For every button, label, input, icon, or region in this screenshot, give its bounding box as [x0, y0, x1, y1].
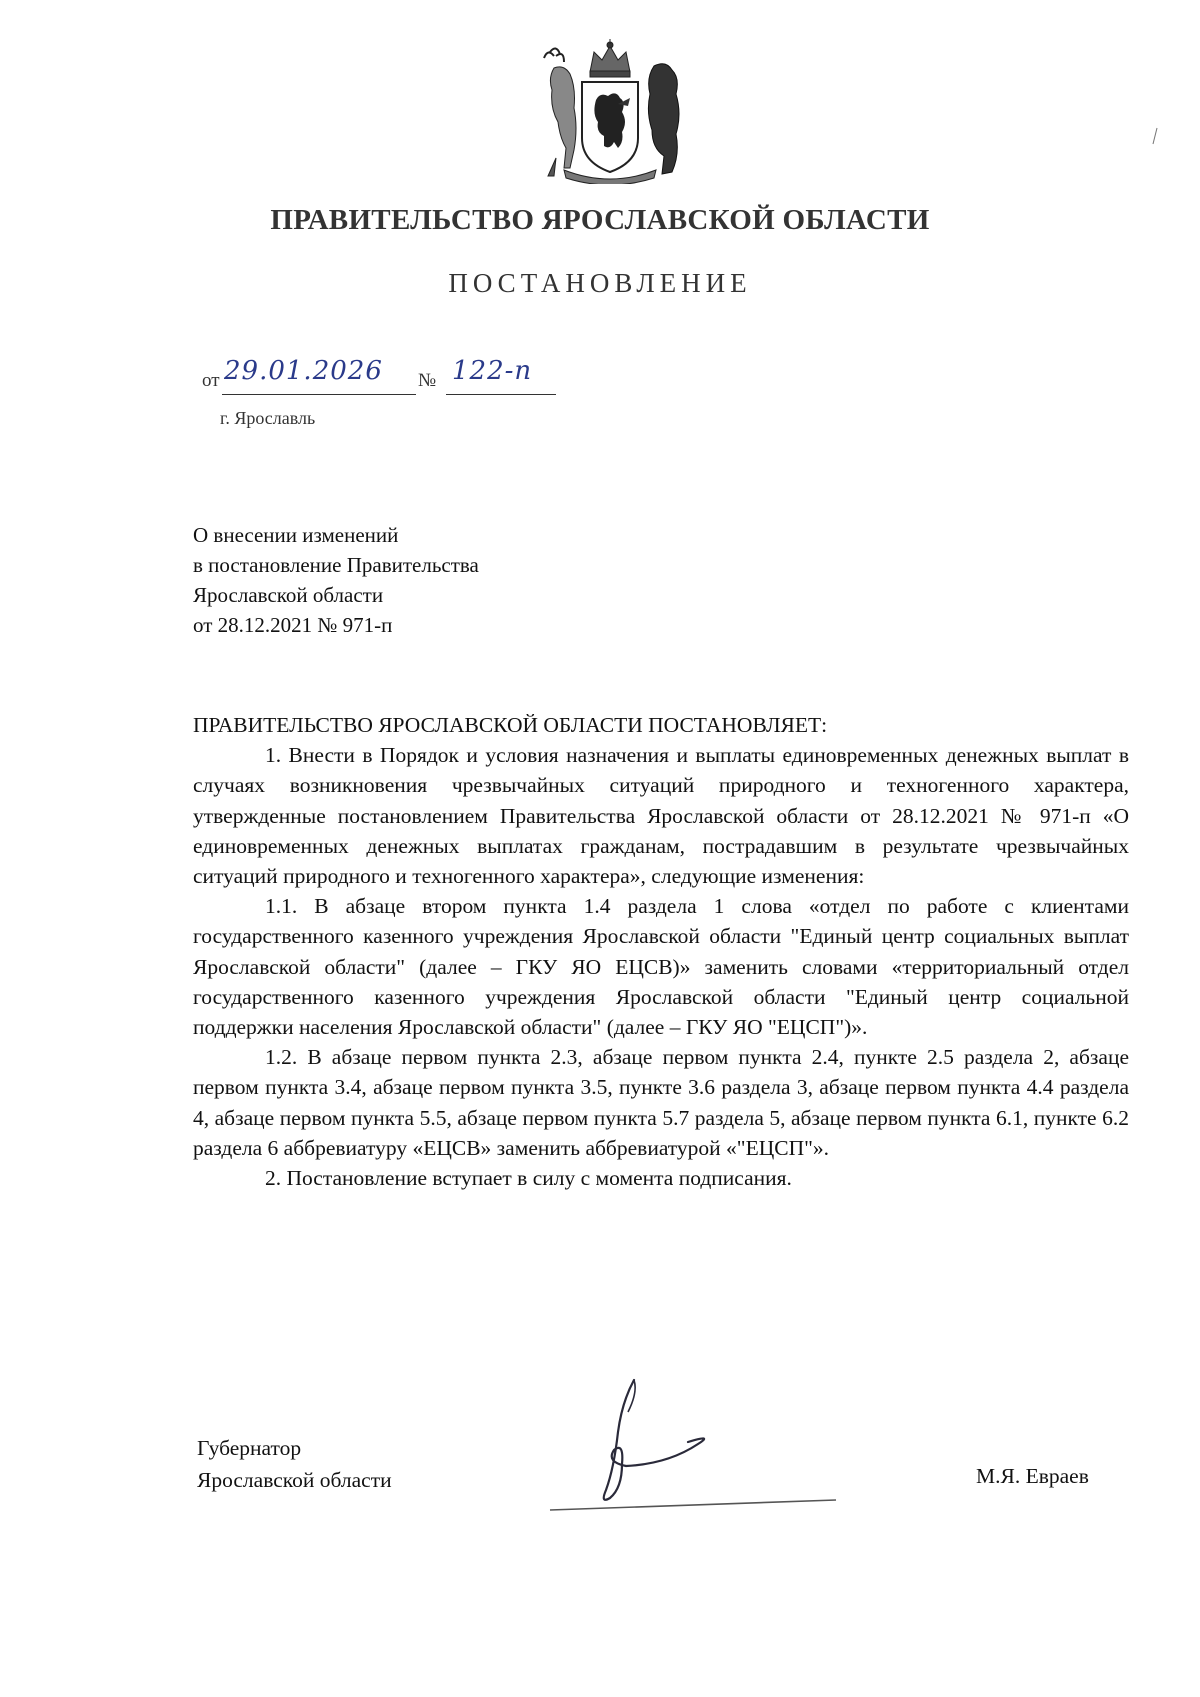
body-paragraph: 1.1. В абзаце втором пункта 1.4 раздела 1 слова «отдел по работе с клиентами государственного казенного учреждения Ярославской области "Единый центр социальных выплат Ярославской области" (далее – ГКУ ЯО ЕЦСВ)» заменить словами «территориальный отдел государственного казенного учреждения Ярославской области "Единый центр социальной поддержки населения Ярославской области" (далее – ГКУ ЯО "ЕЦСП")». — [193, 894, 1129, 1040]
body-paragraph: 1.2. В абзаце первом пункта 2.3, абзаце первом пункта 2.4, пункте 2.5 раздела 2, абзаце первом пункта 3.4, абзаце первом пункта 3.5, пункте 3.6 раздела 3, абзаце первом пункта 4.4 раздела 4, абзаце первом пункта 5.5, абзаце первом пункта 5.7 раздела 5, абзаце первом пункта 6.1, пункте 6.2 раздела 6 аббревиатуру «ЕЦСВ» заменить аббревиатурой «"ЕЦСП"». — [193, 1045, 1129, 1160]
subject-line: от 28.12.2021 № 971-п — [193, 613, 393, 637]
number-label: № — [418, 370, 437, 391]
document-subject — [193, 520, 479, 640]
signatory-position — [197, 1432, 392, 1496]
preamble: ПРАВИТЕЛЬСТВО ЯРОСЛАВСКОЙ ОБЛАСТИ ПОСТАНОВЛЯЕТ: — [193, 713, 828, 737]
handwritten-date: 29.01.2026 — [224, 356, 383, 386]
subject-line: в постановление Правительства — [193, 553, 479, 577]
body-paragraph: 2. Постановление вступает в силу с момента подписания. — [265, 1166, 792, 1191]
handwritten-signature — [548, 1372, 838, 1522]
city-label: г. Ярославль — [220, 408, 316, 428]
signatory-name: М.Я. Евраев — [976, 1464, 1089, 1488]
organization-title: ПРАВИТЕЛЬСТВО ЯРОСЛАВСКОЙ ОБЛАСТИ — [270, 204, 930, 236]
handwritten-number: 122-п — [452, 356, 533, 386]
document-type: ПОСТАНОВЛЕНИЕ — [448, 268, 752, 298]
subject-line: Ярославской области — [193, 583, 384, 607]
position-line: Губернатор — [197, 1436, 302, 1460]
margin-mark — [1150, 126, 1160, 146]
body-paragraph: 1. Внести в Порядок и условия назначения и выплаты единовременных денежных выплат в случаях возникновения чрезвычайных ситуаций природного и техногенного характера, утвержденные постановлением Правительства Ярославской области от 28.12.2021 № 971-п «О единовременных денежных выплатах гражданам, пострадавшим в результате чрезвычайных ситуаций природного и техногенного характера», следующие изменения: — [193, 743, 1129, 889]
coat-of-arms-emblem — [534, 38, 686, 184]
document-body — [193, 710, 1129, 1193]
position-line: Ярославской области — [197, 1468, 392, 1492]
date-from-label: от — [202, 370, 220, 391]
subject-line: О внесении изменений — [193, 523, 399, 547]
